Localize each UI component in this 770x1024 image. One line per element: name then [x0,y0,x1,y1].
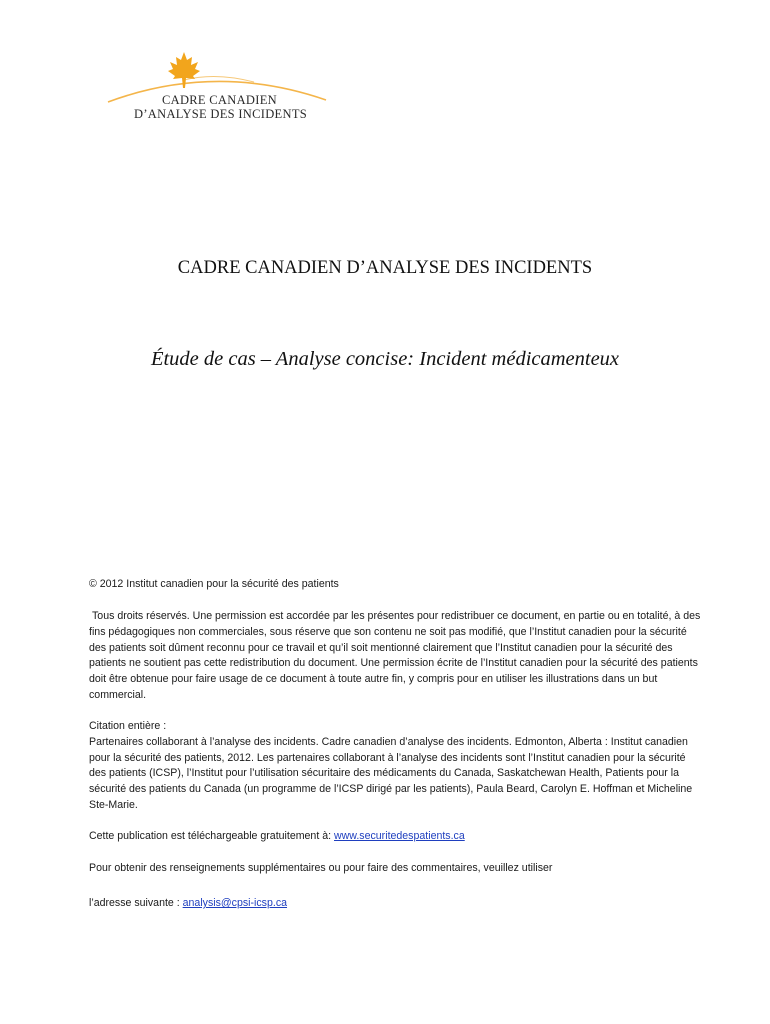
copyright-notice [89,577,701,593]
document-subtitle: Étude de cas – Analyse concise: Incident médicamenteux [150,348,620,370]
info-text: Pour obtenir des renseignements supplémentaires ou pour faire des commentaires, veuillez utiliser [89,862,553,874]
download-text: Cette publication est téléchargeable gratuitement à: [89,830,334,842]
download-line [89,829,701,845]
website-link[interactable]: www.securitedespatients.ca [334,830,465,842]
citation-block [89,719,701,814]
address-line [89,896,701,912]
logo-text-line2: D’ANALYSE DES INCIDENTS [134,107,308,121]
info-line [89,861,701,877]
logo-text-line1: CADRE CANADIEN [162,93,277,107]
document-title: CADRE CANADIEN D’ANALYSE DES INCIDENTS [177,258,593,278]
address-text: l’adresse suivante : [89,897,183,909]
email-link[interactable]: analysis@cpsi-icsp.ca [182,897,288,909]
citation-text: Partenaires collaborant à l’analyse des incidents. Cadre canadien d’analyse des incidents. Edmonton, Alberta : Institut canadien pour la sécurité des patients, 2012. Les partenaires collaborant à l’analyse des incidents sont l’Institut canadien pour la sécurité des patients (ICSP), l’Institut pour l’utilisation sécuritaire des médicaments du Canada, Saskatchewan Health, Patients pour la sécurité des patients du Canada (un programme de l’ICSP dirigé par les patients), Paula Beard, Carolyn E. Hoffman et Micheline Ste-Marie. [89,735,693,811]
rights-paragraph [89,609,701,704]
rights-text: Tous droits réservés. Une permission est accordée par les présentes pour redistribuer ce document, en partie ou en totalité, à des fins pédagogiques non commerciales, sous réserve que son contenu ne soit pas modifié, que l’Institut canadien pour la sécurité des patients soit dûment reconnu pour ce travail et qu’il soit mentionné clairement que l’Institut canadien pour la sécurité des patients ne soutient pas cette redistribution du document. Une permission écrite de l’Institut canadien pour la sécurité des patients doit être obtenue pour faire usage de ce document à toute autre fin, y compris pour en utiliser les illustrations dans un but commercial. [89,610,701,701]
copyright-text: © 2012 Institut canadien pour la sécurité des patients [89,578,339,590]
citation-label: Citation entière : [89,720,167,732]
cpsi-logo [104,50,334,125]
